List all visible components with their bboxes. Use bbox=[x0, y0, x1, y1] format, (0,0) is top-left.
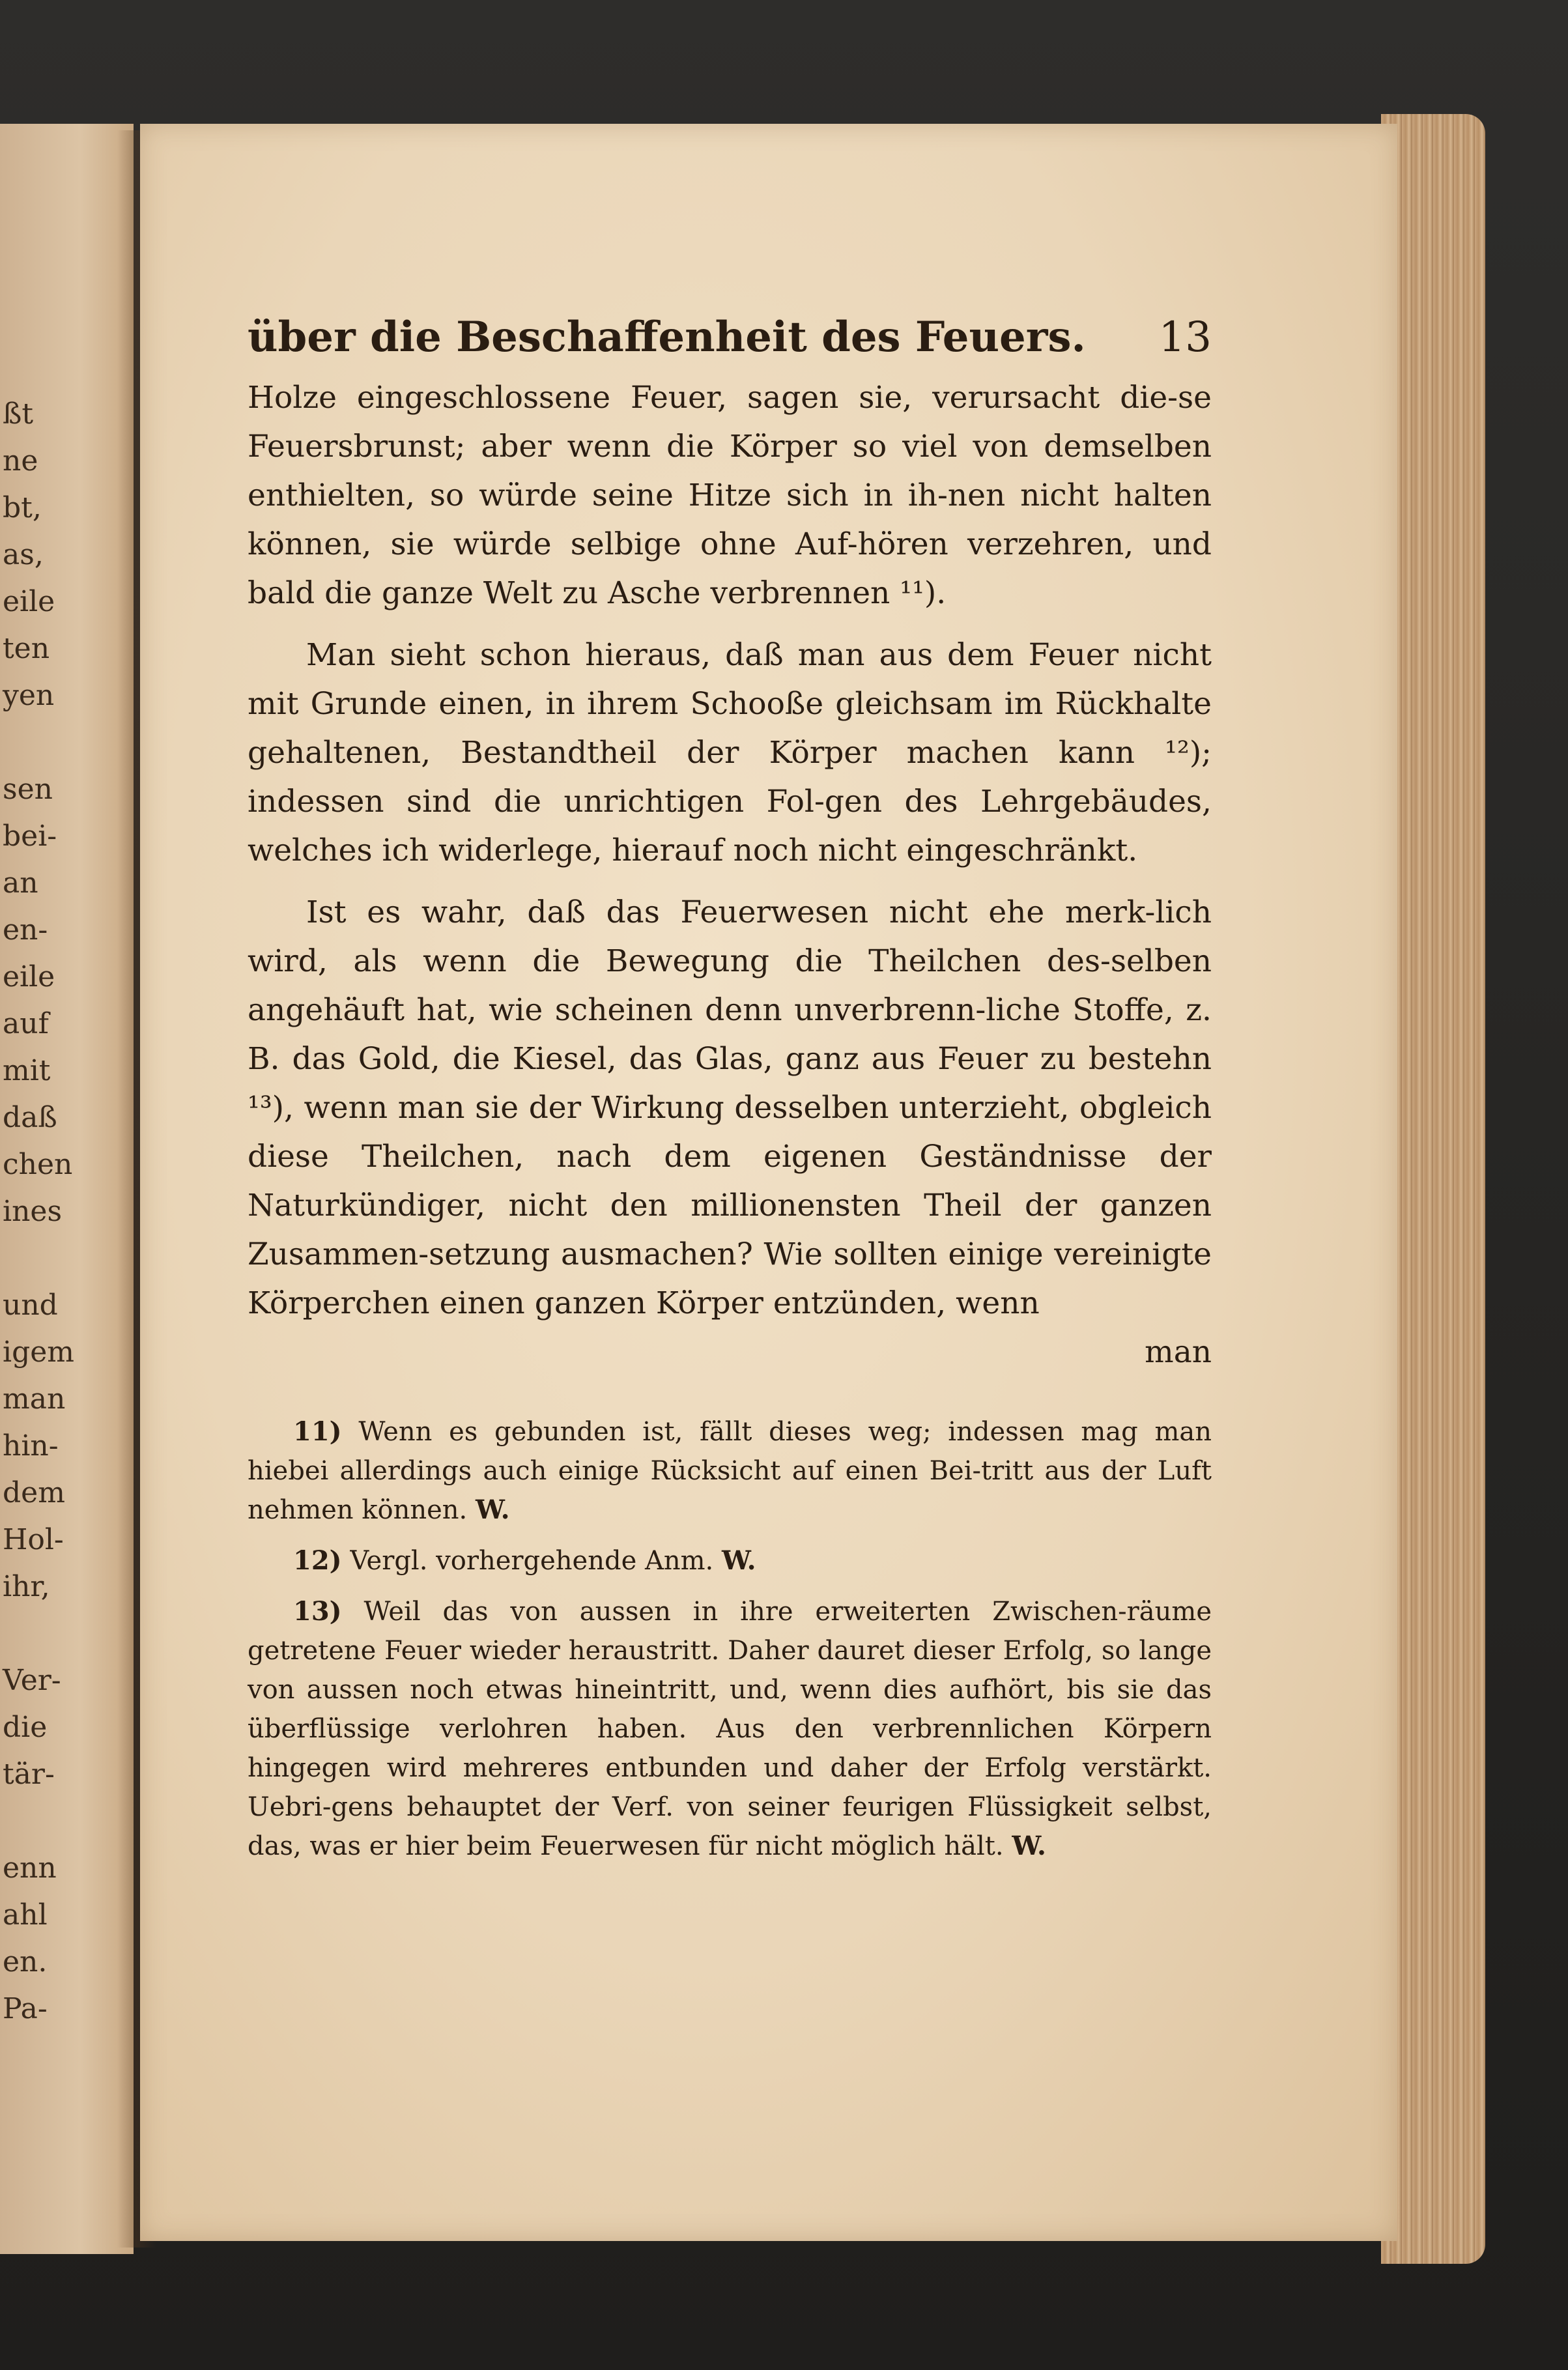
page-content bbox=[248, 313, 1212, 1877]
paragraph-2: Man sieht schon hieraus, daß man aus dem Feuer nicht mit Grunde einen, in ihrem Schooße gleichsam im Rückhalte gehaltenen, Bestandtheil der Körper machen kann ¹²); indessen sind die unrichtigen Fol-gen des Lehrgebäudes, welches ich widerlege, hierauf noch nicht eingeschränkt. bbox=[248, 637, 1212, 868]
paragraph-1: Holze eingeschlossene Feuer, sagen sie, verursacht die-se Feuersbrunst; aber wenn die Körper so viel von demselben enthielten, so würde seine Hitze sich in ih-nen nicht halten können, sie würde selbige ohne Auf-hören verzehren, und bald die ganze Welt zu Asche verbrennen ¹¹). bbox=[248, 380, 1212, 611]
left-fragment: ne bbox=[3, 444, 38, 478]
left-fragment: ahl bbox=[3, 1898, 48, 1932]
left-fragment: dem bbox=[3, 1476, 65, 1509]
footnote-signature: W. bbox=[1012, 1831, 1046, 1861]
left-fragment: sen bbox=[3, 773, 53, 806]
footnote-13 bbox=[248, 1592, 1212, 1866]
left-fragment: mit bbox=[3, 1054, 51, 1087]
footnote-mark: 13) bbox=[293, 1596, 342, 1627]
footnote-text: Vergl. vorhergehende Anm. bbox=[350, 1546, 714, 1576]
left-fragment: auf bbox=[3, 1007, 49, 1040]
running-head-title: über die Beschaffenheit des Feuers. bbox=[248, 313, 1086, 362]
left-fragment: Hol- bbox=[3, 1523, 64, 1556]
footnote-mark: 12) bbox=[293, 1545, 342, 1576]
footnote-mark: 11) bbox=[293, 1416, 342, 1447]
left-fragment: eile bbox=[3, 585, 55, 618]
left-fragment: Ver- bbox=[3, 1664, 61, 1697]
left-fragment bbox=[3, 1235, 126, 1282]
left-fragment: ihr, bbox=[3, 1570, 50, 1603]
footnote-text: Wenn es gebunden ist, fällt dieses weg; indessen mag man hiebei allerdings auch einige Rücksicht auf einen Bei-tritt aus der Luft nehmen können. bbox=[248, 1417, 1212, 1525]
right-page bbox=[140, 124, 1397, 2241]
left-fragment: an bbox=[3, 866, 38, 900]
left-fragment: as, bbox=[3, 538, 44, 571]
footnote-11 bbox=[248, 1412, 1212, 1530]
left-fragment bbox=[3, 719, 126, 766]
page-number: 13 bbox=[1158, 313, 1212, 362]
footnote-signature: W. bbox=[721, 1545, 756, 1576]
left-fragment: bei- bbox=[3, 820, 57, 853]
left-fragment: man bbox=[3, 1382, 66, 1416]
footnote-signature: W. bbox=[475, 1494, 510, 1525]
left-fragment bbox=[3, 1798, 126, 1845]
left-fragment: en- bbox=[3, 913, 48, 947]
left-fragment: tär- bbox=[3, 1758, 55, 1791]
left-page-text-fragments bbox=[3, 391, 126, 2033]
left-fragment: chen bbox=[3, 1148, 73, 1181]
left-fragment: eile bbox=[3, 960, 55, 993]
left-fragment: ines bbox=[3, 1195, 63, 1228]
paragraph-3: Ist es wahr, daß das Feuerwesen nicht ehe merk-lich wird, als wenn die Bewegung die Theilchen des-selben angehäuft hat, wie scheinen denn unverbrenn-liche Stoffe, z. B. das Gold, die Kiesel, das Glas, ganz aus Feuer zu bestehn ¹³), wenn man sie der Wirkung desselben unterzieht, obgleich diese Theilchen, nach dem eigenen Geständnisse der Naturkündiger, nicht den millionensten Theil der ganzen Zusammen-setzung ausmachen? Wie sollten einige vereinigte Körperchen einen ganzen Körper entzünden, wenn bbox=[248, 894, 1212, 1321]
left-fragment: daß bbox=[3, 1101, 57, 1134]
left-fragment bbox=[3, 1610, 126, 1657]
catch-word: man bbox=[1145, 1334, 1212, 1370]
left-fragment: bt, bbox=[3, 491, 42, 524]
running-head bbox=[248, 313, 1212, 362]
left-fragment: enn bbox=[3, 1851, 57, 1885]
left-fragment: hin- bbox=[3, 1429, 59, 1463]
footnote-12 bbox=[248, 1541, 1212, 1580]
left-fragment: ßt bbox=[3, 397, 34, 431]
left-fragment: yen bbox=[3, 679, 55, 712]
left-fragment: ten bbox=[3, 632, 50, 665]
left-page bbox=[0, 124, 134, 2254]
left-fragment: Pa- bbox=[3, 1992, 48, 2025]
left-fragment: und bbox=[3, 1289, 58, 1322]
body-text bbox=[248, 373, 1212, 1328]
left-fragment: en. bbox=[3, 1945, 48, 1978]
footnote-text: Weil das von aussen in ihre erweiterten Zwischen-räume getretene Feuer wieder heraustritt. Daher dauret dieser Erfolg, so lange von aussen noch etwas hineintritt, und, wenn dies aufhört, bis sie das überflüssige verlohren haben. Aus den verbrennlichen Körpern hingegen wird mehreres entbunden und daher der Erfolg verstärkt. Uebri-gens behauptet der Verf. von seiner feurigen Flüssigkeit selbst, das, was er hier beim Feuerwesen für nicht möglich hält. bbox=[248, 1597, 1212, 1861]
left-fragment: die bbox=[3, 1711, 48, 1744]
footnotes bbox=[248, 1412, 1212, 1866]
left-fragment: igem bbox=[3, 1335, 74, 1369]
